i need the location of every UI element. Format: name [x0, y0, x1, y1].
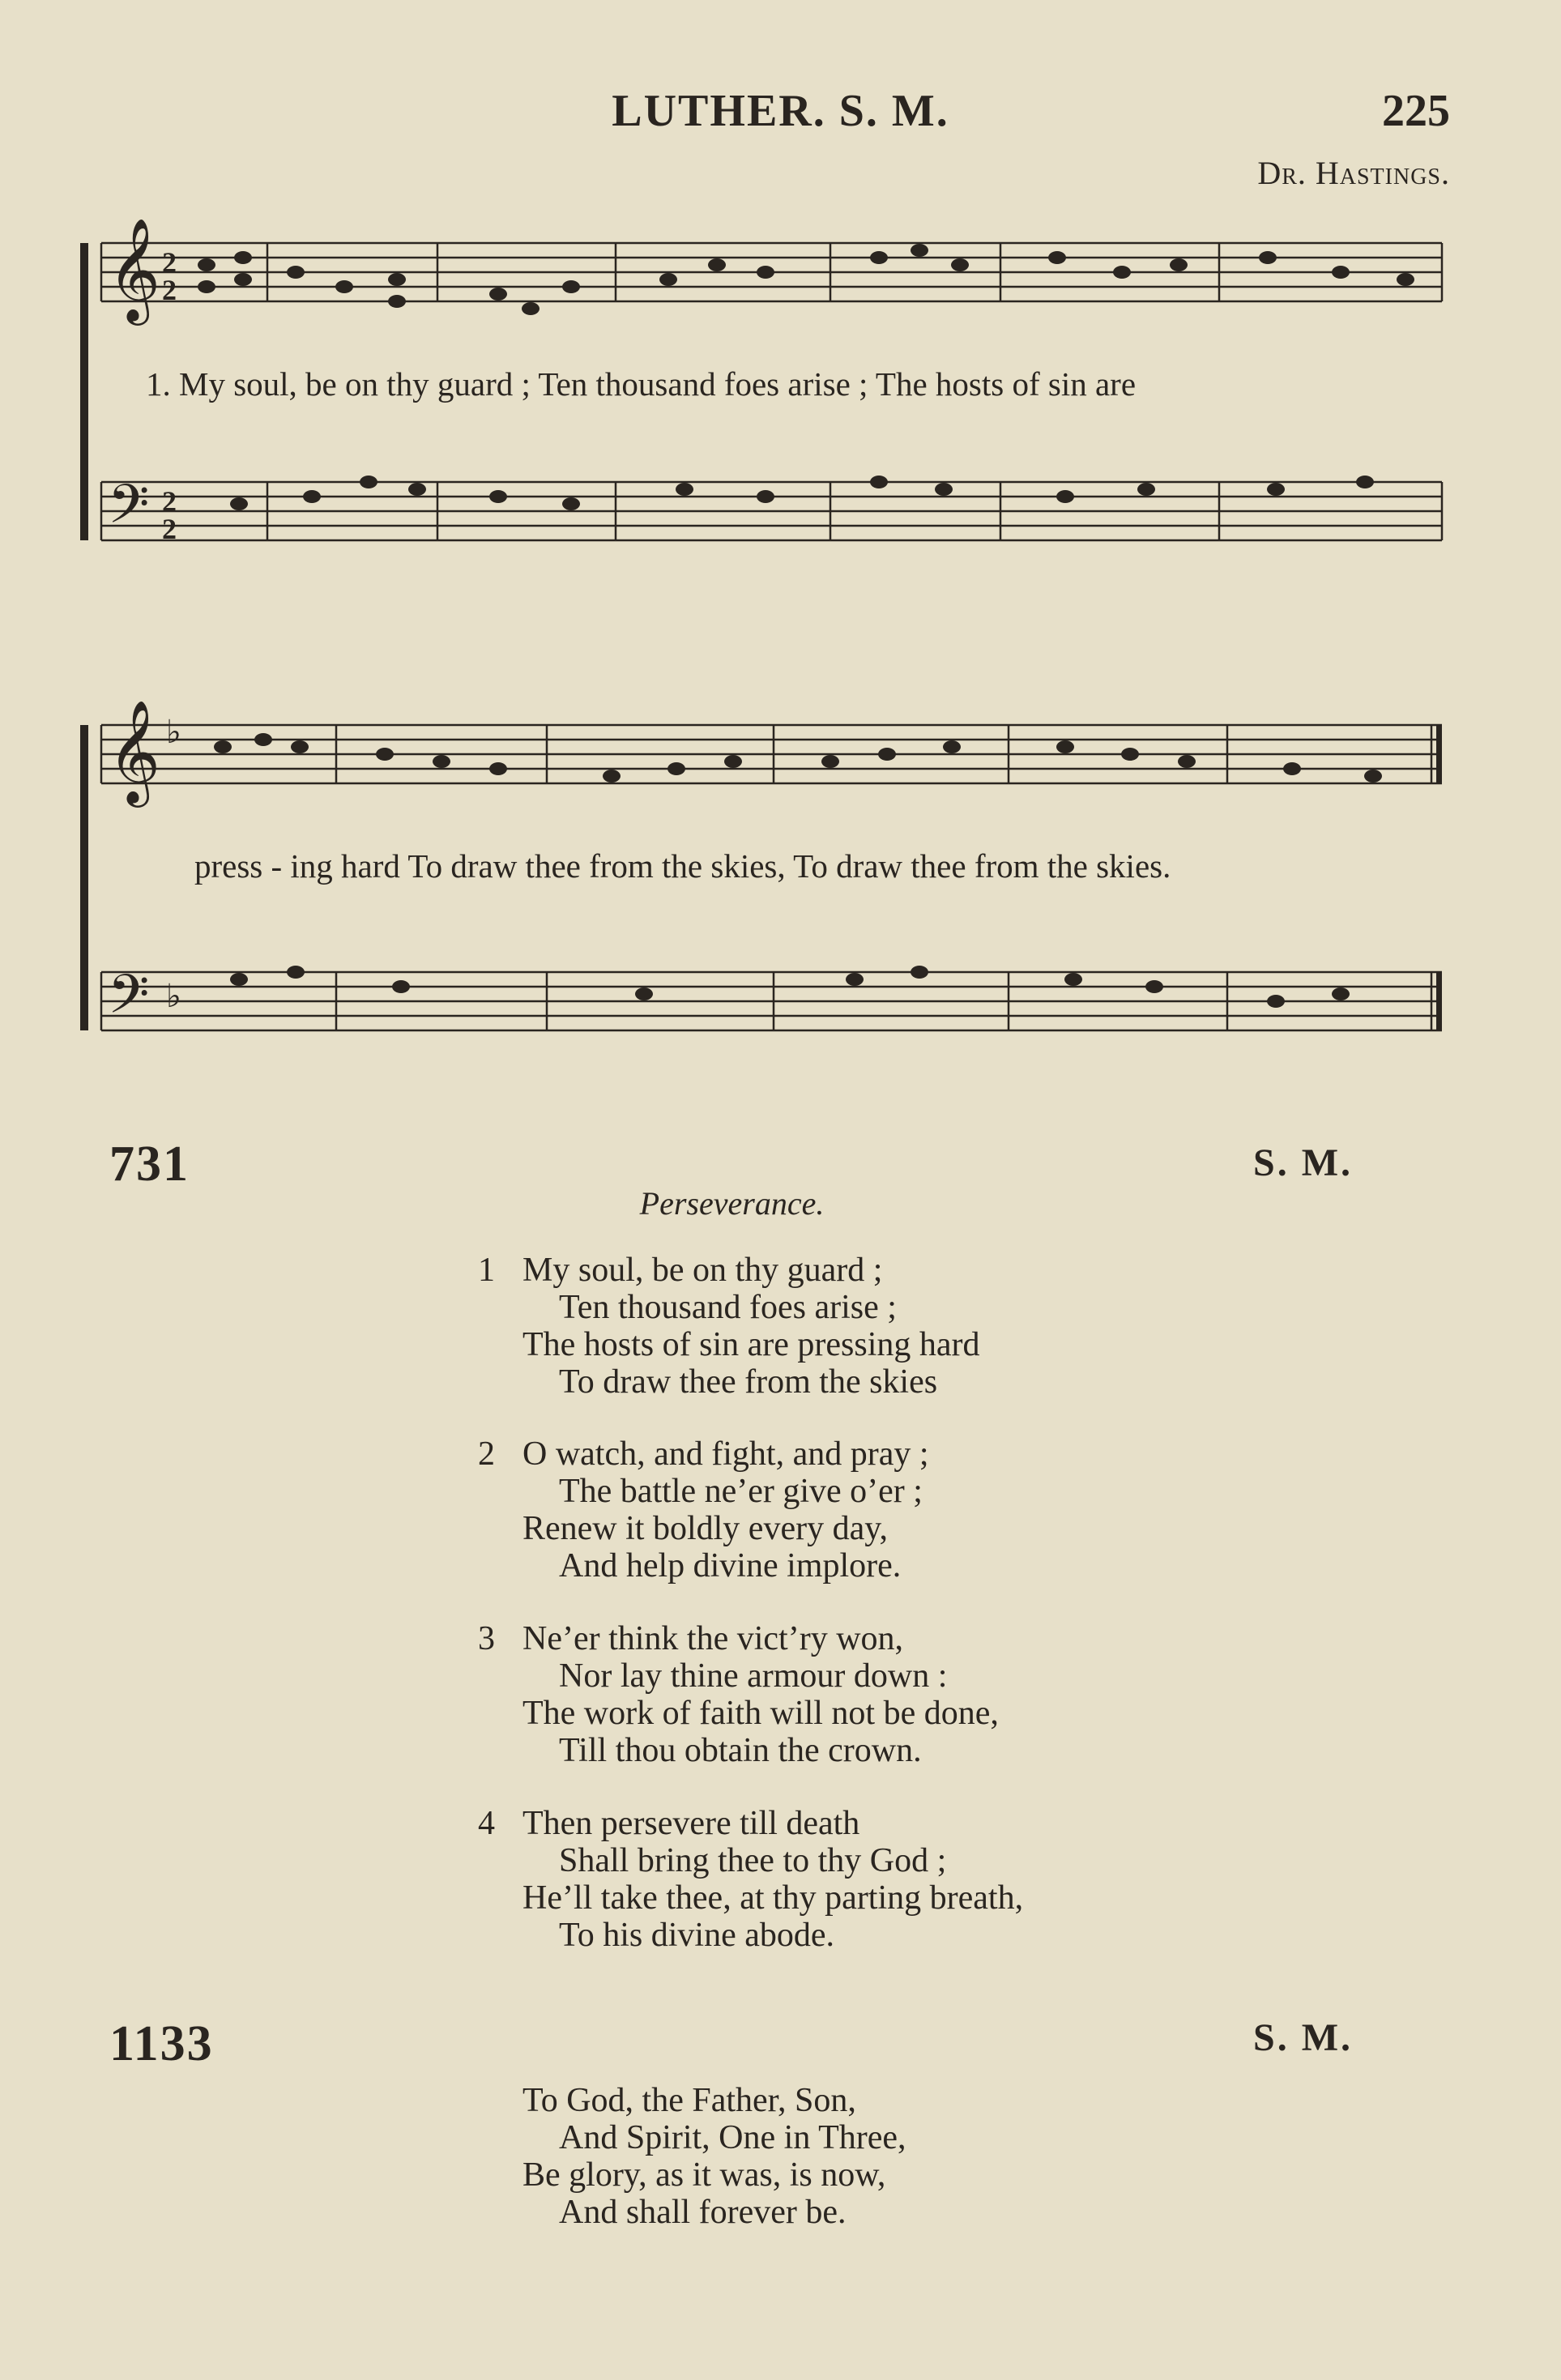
- doxology-meter: S. M.: [1253, 2016, 1353, 2059]
- hymn-subtitle: Perseverance.: [639, 1185, 825, 1222]
- stanza-line: Till thou obtain the crown.: [559, 1732, 922, 1769]
- stanza-line: My soul, be on thy guard ;: [522, 1252, 883, 1289]
- stanza-number: 1: [478, 1252, 495, 1289]
- svg-text:2: 2: [162, 485, 177, 518]
- doxology-line: Be glory, as it was, is now,: [522, 2156, 886, 2194]
- page-number: 225: [1382, 86, 1450, 136]
- hymn-meter: S. M.: [1253, 1141, 1353, 1184]
- stanza-line: The work of faith will not be done,: [522, 1695, 999, 1732]
- brace-icon: [80, 725, 88, 1030]
- doxology-line: To God, the Father, Son,: [522, 2082, 856, 2119]
- stanza-line: O watch, and fight, and pray ;: [522, 1435, 929, 1473]
- svg-text:♭: ♭: [166, 978, 181, 1014]
- stanza-line: Shall bring thee to thy God ;: [559, 1842, 947, 1879]
- doxology-line: And Spirit, One in Three,: [559, 2119, 906, 2156]
- stanza-line: Then persevere till death: [522, 1805, 860, 1842]
- stanza-line: Ne’er think the vict’ry won,: [522, 1620, 904, 1657]
- lyrics-line-1: 1. My soul, be on thy guard ; Ten thousand foes arise ; The hosts of sin are: [146, 365, 1137, 403]
- svg-text:2: 2: [162, 513, 177, 545]
- svg-text:2: 2: [162, 246, 177, 279]
- treble-clef-icon: 𝄞: [108, 217, 161, 321]
- stanza-line: He’ll take thee, at thy parting breath,: [522, 1879, 1024, 1917]
- doxology-number: 1133: [109, 2016, 214, 2071]
- stanza-line: And help divine implore.: [559, 1547, 902, 1585]
- stanza-line: Nor lay thine armour down :: [559, 1657, 948, 1695]
- bass-clef-icon: 𝄢: [108, 473, 150, 548]
- stanza-line: To his divine abode.: [559, 1917, 834, 1954]
- stanza-line: Renew it boldly every day,: [522, 1510, 888, 1547]
- hymn-number: 731: [109, 1137, 190, 1192]
- doxology-line: And shall forever be.: [559, 2194, 847, 2231]
- stanza-line: To draw thee from the skies: [559, 1363, 938, 1401]
- stanza-number: 4: [478, 1805, 495, 1842]
- lyrics-line-2: press - ing hard To draw thee from the skies, To draw thee from the skies.: [194, 847, 1171, 885]
- stanza-line: Ten thousand foes arise ;: [559, 1289, 897, 1326]
- stanza-line: The hosts of sin are pressing hard: [522, 1326, 980, 1363]
- brace-icon: [80, 243, 88, 540]
- svg-text:♭: ♭: [166, 714, 181, 750]
- treble-clef-icon: 𝄞: [108, 699, 161, 803]
- bass-clef-icon: 𝄢: [108, 963, 150, 1039]
- svg-text:2: 2: [162, 274, 177, 306]
- stanza-number: 2: [478, 1435, 495, 1473]
- composer-credit: Dr. Hastings.: [1257, 155, 1450, 191]
- stanza-number: 3: [478, 1620, 495, 1657]
- tune-title: LUTHER. S. M.: [612, 86, 949, 136]
- stanza-line: The battle ne’er give o’er ;: [559, 1473, 923, 1510]
